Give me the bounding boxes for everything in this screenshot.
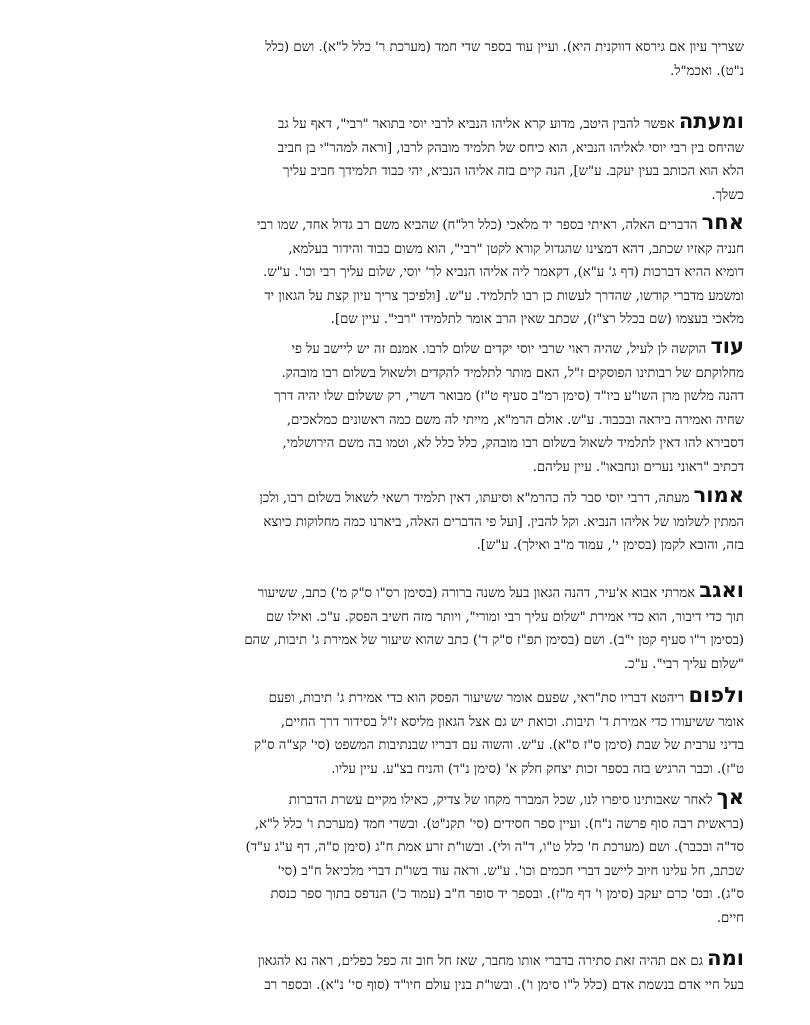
line-text: גם אם תהיה זאת סתירה בדברי אותו מחבר, שאז חל חוב זה כפל כפלים, ראה נא להגאון [257, 954, 703, 969]
line-text: אמרתי אבוא א'עיר, דהנה הגאון בעל משנה ברורה (בסימן רס"ו ס"ק מ') כתב, ששיעור [257, 586, 696, 601]
line-text: ריהטא דבריו סת"ראי, שפעם אומר ששיעור הפסק הוא כדי אמירת ג' תיבות, ופעם [268, 691, 685, 706]
text-line [92, 111, 744, 137]
opening-word: אחר [701, 212, 744, 234]
text-line: חיים. [716, 910, 744, 926]
paragraph-6 [92, 580, 744, 676]
text-line: הלא הוא הכותב בעין יעקב. ע"ש], הנה קיים בזה אליהו הנביא, יהי כבוד תלמידך חביב עליך [282, 164, 744, 180]
opening-word: עוד [710, 336, 744, 358]
text-line: כשלך. [711, 187, 744, 203]
line-text: הוקשה לן לעיל, שהיה ראוי שרבי יוסי יקדים שלום לרבו. אמנם זה יש ליישב על פי [291, 342, 707, 357]
opening-word: ומה [707, 948, 744, 970]
text-line: (בראשית רבה סוף פרשה נ"ח). ועיין ספר חסידים (סי' תקנ"ט). ובשדי חמד (מערכת ו' כלל ל"א, [254, 816, 744, 832]
opening-word: אך [716, 787, 744, 809]
text-line: ומשמע מדברי קודשו, שהדרך לעשות כן רבו לתלמיד. ע"ש. [ולפיכך צריך עיון קצת על הגאון יד [264, 288, 744, 304]
text-line: דהנה מלשון מרן השו"ע ביו"ד (סימן רמ"ב סעיף ט"ז) מבואר דשרי, רק ששלום שלו יהיה דרך [274, 389, 744, 405]
text-line: בדיני ערבית של שבת (סימן ס"ז ס"א). ע"ש. והשוה עם דבריו שבנתיבות המשפט (סי' קצ"ה ס"ק [253, 738, 744, 754]
text-line: תוך כדי דיבור, הוא כדי אמירת "שלום עליך רבי ומורי", ויותר מזה חשיב הפסק. ע"כ. ואילו שם [265, 609, 744, 625]
text-line [92, 685, 744, 711]
text-line: (בסימן ר"ו סעיף קטן י"ב). ושם (בסימן תפ"ז ס"ק ד') כתב שהוא שיעור של אמירת ג' תיבות, שהם [244, 633, 744, 649]
text-line: מחלוקתם של רבותינו הפוסקים ז"ל, האם מותר לתלמיד להקדים ולשאול בשלום רבו מובהק. [281, 365, 744, 381]
text-line: אומר ששיעורו כדי אמירת ד' תיבות. וכואת יש גם אצל הגאון מליסא ז"ל בסידור דרך החיים, [280, 714, 744, 730]
text-line [92, 485, 744, 511]
paragraph-5 [92, 485, 744, 558]
text-line: דומיא ההיא דברכות (דף ג' ע"א), דקאמר ליה אליהו הנביא לר' יוסי, שלום עליך רבי וכו'. ע"ש. [263, 265, 744, 281]
line-text: לאחר שאבותינו סיפרו לנו, שכל המברר מקחו של צדיק, כאילו מקיים עשרת הדברות [288, 793, 713, 808]
text-line: בעל חיי אדם בנשמת אדם (כלל ל"ו סימן ו'). ובשו"ת בנין עולם חיו"ד (סוף סי' נ"א). ובספר רב [264, 977, 744, 993]
opening-word: ומעתה [678, 111, 744, 133]
paragraph-8 [92, 787, 744, 931]
text-line: מלאכי בעצמו (שם בכלל רצ"ז), שכתב שאין הרב אומר לתלמידו "רבי". עיין שם]. [330, 312, 744, 328]
text-line: שחיה ואמירה ביראה ובכבוד. ע"ש. אולם הרמ"א, מייתי לה משם כמה ראשונים כמלאכים, [286, 412, 744, 428]
paragraph-1 [92, 36, 744, 83]
paragraph-2 [92, 111, 744, 207]
paragraph-4 [92, 336, 744, 480]
opening-word: אמור [693, 485, 744, 507]
text-line: דכתיב "ראוני נערים ונחבאו". עיין עליהם. [532, 459, 744, 475]
line-text: מעתה, דרבי יוסי סבר לה כהרמ"א וסיעתו, דאין תלמיד רשאי לשאול בשלום רבו, ולכן [259, 491, 690, 506]
text-line: חנניה קאזיו שכתב, דהא דמצינו שהגדול קורא לקטן "רבי", הוא משום כבוד והידור בעלמא, [288, 241, 744, 257]
text-line [92, 787, 744, 813]
text-line: בזה, והובא לקמן (בסימן י', עמוד מ"ב ואילך). ע"ש]. [476, 538, 744, 554]
text-line [92, 336, 744, 362]
line-text: הדברים האלה, ראיתי בספר יד מלאכי (כלל רל"ח) שהביא משם רב גדול אחד, שמו רבי [256, 218, 698, 233]
line-text: אפשר להבין היטב, מדוע קרא אליהו הנביא לרבי יוסי בתואר "רבי", דאף על גב [278, 117, 675, 132]
text-line: שכתב, חל עלינו חיוב ליישב דברי חכמים וכו'. ע"ש. וראה עוד בשו"ת דברי מלכיאל ח"ב (סי' [277, 863, 744, 879]
paragraph-9 [92, 948, 744, 997]
text-line: המתין לשלומו של אליהו הנביא. וקל להבין. [ועל פי הדברים האלה, ביארנו כמה מחלוקות כיוצא [263, 514, 744, 530]
text-line: דסבירא להו דאין לתלמיד לשאול בשלום רבו מובהק, כלל כלל לא, וטמו בה משם הירושלמי, [282, 436, 744, 452]
text-line [92, 580, 744, 606]
text-line: ט"ז). וכבר הרגיש בזה בספר זכות יצחק חלק א' (סימן נ"ד) והניח בצ"ע. עיין עליו. [331, 761, 744, 777]
text-line: ס"ג). ובס' כרם יעקב (סימן ו' דף מ"ז). ובספר יד סופר ח"ב (עמוד כ') הנדפס בתוך ספר כנסת [270, 887, 744, 903]
opening-word: ואגב [699, 580, 744, 602]
text-line [92, 212, 744, 238]
text-line: "שלום עליך רבי". ע"כ. [623, 656, 744, 672]
text-line: שהיחס בין רבי יוסי לאליהו הנביא, הוא כיחס של תלמיד מובהק לרבו, [וראה למהר"י בן חביב [277, 140, 744, 156]
text-line: סד"ה ובכבר). ושם (מערכת ח' כלל ט"ו, ד"ה ולי). ובשו"ת זרע אמת ח"ג (סימן ס"ה, דף ע"ג ע"ד) [245, 840, 744, 856]
text-line: שצריך עיון אם גירסא דווקנית היא). ועיין עוד בספר שדי חמד (מערכת ר' כלל ל"א). ושם (כלל [265, 40, 744, 55]
text-line [92, 948, 744, 974]
text-line: נ"ט). ואכמ"ל. [670, 63, 744, 79]
paragraph-3 [92, 212, 744, 332]
paragraph-7 [92, 685, 744, 781]
opening-word: ולפום [688, 685, 744, 707]
